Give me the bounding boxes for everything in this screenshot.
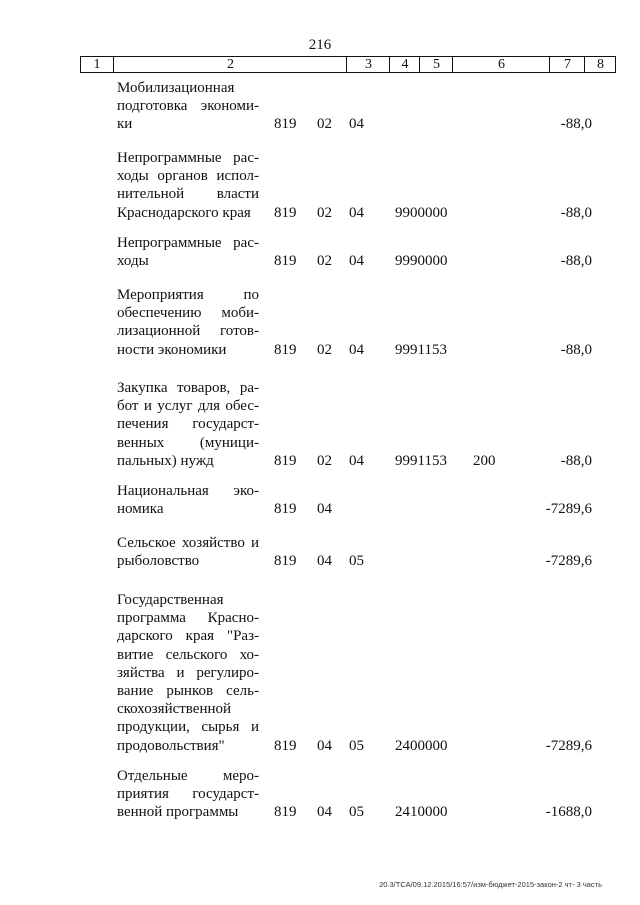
row-name-line: Непрограммные рас-: [117, 150, 259, 166]
row-name-line: вание рынков сель-: [117, 683, 259, 700]
row-name-line: венных (муници-: [117, 434, 259, 451]
cell-col5: 05: [349, 553, 364, 570]
row-values: [0, 204, 640, 222]
cell-col5: 04: [349, 341, 364, 358]
row-name-line: скохозяйственной: [117, 701, 232, 718]
column-header-5: 5: [419, 57, 453, 72]
cell-col3: 819: [274, 341, 297, 358]
cell-col5: 04: [349, 116, 364, 133]
cell-col5: 04: [349, 452, 364, 469]
cell-col4: 02: [317, 116, 332, 133]
cell-col6: 9900000: [395, 204, 448, 221]
row-name-line: Отдельные меро-: [117, 768, 259, 784]
cell-col8: -88,0: [560, 116, 592, 133]
cell-col5: 04: [349, 253, 364, 270]
row-name-line: Мобилизационная: [117, 80, 235, 96]
cell-col5: 04: [349, 204, 364, 221]
row-name-line: пальных) нужд: [117, 452, 214, 469]
cell-col7: 200: [473, 452, 496, 469]
row-name-line: лизационной готов-: [117, 323, 259, 340]
cell-col3: 819: [274, 204, 297, 221]
row-name-line: печения государст-: [117, 416, 259, 433]
cell-col4: 04: [317, 737, 332, 754]
cell-col6: 2410000: [395, 804, 448, 821]
cell-col6: 2400000: [395, 737, 448, 754]
row-name-line: программа Красно-: [117, 610, 259, 627]
cell-col5: 05: [349, 737, 364, 754]
column-header-4: 4: [389, 57, 420, 72]
column-header-8: 8: [584, 57, 616, 72]
row-values: [0, 737, 640, 755]
cell-col4: 02: [317, 452, 332, 469]
cell-col8: -88,0: [560, 452, 592, 469]
cell-col3: 819: [274, 452, 297, 469]
cell-col4: 02: [317, 204, 332, 221]
cell-col6: 9991153: [395, 341, 447, 358]
cell-col8: -7289,6: [545, 553, 592, 570]
row-name-line: Закупка товаров, ра-: [117, 380, 259, 396]
row-values: [0, 452, 640, 470]
row-name-line: рыболовство: [117, 553, 200, 570]
cell-col3: 819: [274, 737, 297, 754]
row-name-line: бот и услуг для обес-: [117, 398, 259, 415]
row-name-line: венной программы: [117, 804, 239, 821]
cell-col4: 04: [317, 501, 332, 518]
row-values: [0, 341, 640, 359]
row-name-line: Государственная: [117, 592, 224, 608]
row-values: [0, 803, 640, 821]
row-name-line: ки: [117, 116, 133, 133]
cell-col8: -88,0: [560, 204, 592, 221]
row-values: [0, 500, 640, 518]
column-header-2: 2: [113, 57, 347, 72]
cell-col4: 02: [317, 341, 332, 358]
row-name-line: нительной власти: [117, 186, 259, 203]
cell-col3: 819: [274, 804, 297, 821]
cell-col3: 819: [274, 253, 297, 270]
page-number: 216: [308, 37, 332, 53]
row-values: [0, 115, 640, 133]
row-name-line: продукции, сырья и: [117, 719, 259, 736]
row-name-line: номика: [117, 501, 164, 518]
cell-col3: 819: [274, 501, 297, 518]
row-name-line: Краснодарского края: [117, 204, 251, 221]
row-name-line: подготовка экономи-: [117, 98, 259, 115]
row-name-line: продовольствия": [117, 737, 225, 754]
cell-col3: 819: [274, 553, 297, 570]
row-name-line: витие сельского хо-: [117, 646, 259, 663]
column-header-row: [80, 56, 616, 73]
row-name-line: ности экономики: [117, 341, 227, 358]
cell-col8: -7289,6: [545, 501, 592, 518]
column-header-1: 1: [93, 57, 101, 72]
cell-col8: -7289,6: [545, 737, 592, 754]
row-name-line: Национальная эко-: [117, 483, 259, 499]
cell-col8: -88,0: [560, 341, 592, 358]
document-footer: 20.3/ТСА/09.12.2015/16:57/изм-бюджет-2015-закон-2 чт- 3 часть: [379, 880, 602, 889]
row-name: [117, 591, 259, 755]
column-header-6: 6: [452, 57, 550, 72]
row-name-line: дарского края "Раз-: [117, 628, 259, 645]
row-name-line: ходы: [117, 253, 149, 270]
cell-col6: 9991153: [395, 452, 447, 469]
cell-col4: 04: [317, 553, 332, 570]
cell-col4: 02: [317, 253, 332, 270]
column-header-7: 7: [549, 57, 585, 72]
row-name-line: зяйства и регулиро-: [117, 664, 259, 681]
column-header-3: 3: [346, 57, 390, 72]
row-values: [0, 552, 640, 570]
row-name-line: обеспечению моби-: [117, 305, 259, 322]
row-name-line: приятия государст-: [117, 786, 259, 803]
row-name-line: Непрограммные рас-: [117, 235, 259, 251]
cell-col6: 9990000: [395, 253, 448, 270]
row-name-line: ходы органов испол-: [117, 168, 259, 185]
cell-col4: 04: [317, 804, 332, 821]
row-values: [0, 252, 640, 270]
row-name-line: Сельское хозяйство и: [117, 535, 259, 551]
cell-col8: -88,0: [560, 253, 592, 270]
cell-col3: 819: [274, 116, 297, 133]
cell-col5: 05: [349, 804, 364, 821]
cell-col8: -1688,0: [545, 804, 592, 821]
row-name-line: Мероприятия по: [117, 287, 259, 303]
